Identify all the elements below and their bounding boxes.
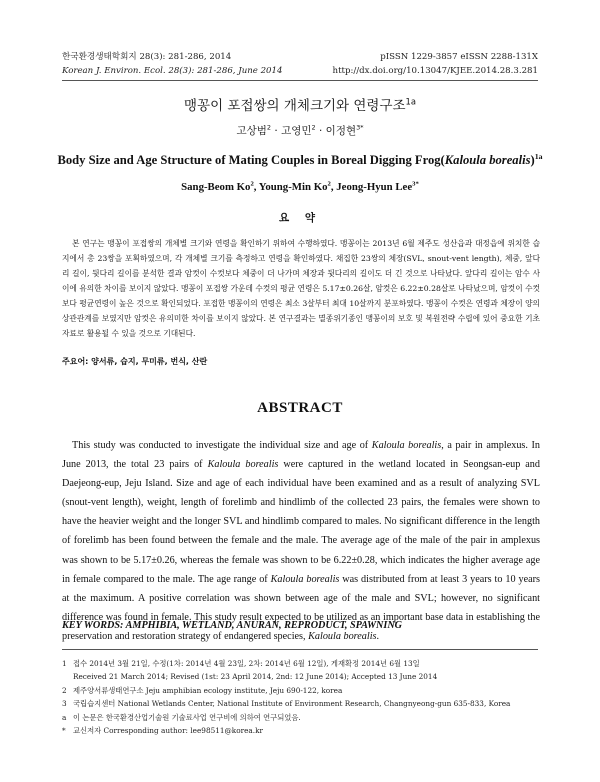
authors-en: Sang-Beom Ko$^2$, Young-Min Ko$^2$, Jeong-Hyun Lee$^{3*}$: [181, 180, 419, 193]
journal-citation: [62, 50, 282, 78]
title-kr: 맹꽁이 포접쌍의 개체크기와 연령구조$^{1a}$: [184, 96, 416, 114]
footnote-mark: 3: [62, 699, 67, 709]
abstract-text-segment: were captured in the wetland located in Seongsan-eup and Daejeong-eup, Jeju Island. Size and age of each individual have been examined and as a result of analyzing SVL (snout-vent length), weight, length of forelimb and hindlimb of the collected 23 pairs, the females were shown to have the heavier weight and the longer SVL and hindlimb compared to males. No significant difference in the length of forelimb has been found between the female and the male. The average age of the male of the pair in amplexus was shown to be 5.17±0.26, whereas the female was shown to be 6.22±0.28, which indicates the higher average age in female compared to the male. The age range of: [62, 459, 540, 585]
abstract-en-heading: ABSTRACT: [257, 400, 343, 416]
species-name: Kaloula borealis: [270, 573, 340, 585]
journal-citation-en: Korean J. Environ. Ecol. 28(3): 281-286, June 2014: [62, 66, 283, 76]
abstract-text-segment: .: [376, 630, 380, 642]
journal-citation-kr: 한국환경생태학회지 28(3): 281-286, 2014: [62, 52, 232, 62]
footnote-mark: *: [62, 726, 66, 736]
issn: pISSN 1229-3857 eISSN 2288-131X: [380, 52, 538, 62]
authors-kr: 고상범$^2$ · 고영민$^2$ · 이정현$^{3*}$: [236, 123, 364, 137]
footnote-line: [62, 670, 540, 683]
footnote-mark: a: [62, 712, 67, 722]
footnote-text: 교신저자 Corresponding author: lee98511@korea.kr: [73, 726, 264, 736]
footnote-text: 이 논문은 한국환경산업기술원 기술료사업 연구비에 의하여 연구되었음.: [73, 712, 301, 722]
keywords-en: KEY WORDS: AMPHIBIA, WETLAND, ANURAN, REPRODUCT, SPAWNING: [62, 620, 403, 631]
abstract-text-segment: , a pair in amplexus. In June 2013, the total 23 pairs of: [62, 440, 540, 471]
title-en: Body Size and Age Structure of Mating Couples in Boreal Digging Frog(Kaloula borealis)$^{1a}$: [57, 151, 543, 167]
species-name: Kaloula borealis: [308, 630, 377, 642]
doi-link[interactable]: http://dx.doi.org/10.13047/KJEE.2014.28.3.281: [332, 66, 538, 76]
abstract-kr-body: 본 연구는 맹꽁이 포접쌍의 개체별 크기와 연령을 확인하기 위하여 수행하였다. 맹꽁이는 2013년 6월 제주도 성산읍과 대정읍에 위치한 습지에서 총 23쌍을 포획하였으며, 각 개체별 크기를 측정하고 연령을 확인하였다. 채집한 23쌍의 체장(SVL, snout-vent length), 체중, 앞다리 길이, 뒷다리 길이를 분석한 결과 암컷이 수컷보다 체중이 더 나가며 체장과 뒷다리의 길이도 더 긴 것으로 나타났다. 앞다리 길이는 암수 사이에 유의한 차이를 보이지 않았다. 맹꽁이 포접쌍 가운데 수컷의 평균 연령은 5.17±0.26살, 암컷은 6.22±0.28살로 나타났으며, 암컷이 수컷보다 평균연령이 높은 것으로 확인되었다. 포접한 맹꽁이의 연령은 최소 3살부터 최대 10살까지 분포하였다. 맹꽁이 수컷은 연령과 체장이 양의 상관관계를 보였지만 암컷은 유의미한 차이를 보이지 않았다. 본 연구결과는 멸종위기종인 맹꽁이의 보호 및 복원전략 수립에 있어 중요한 기초자료로 활용될 수 있을 것으로 기대된다.: [62, 239, 540, 338]
abstract-kr-heading: 요 약: [279, 212, 321, 224]
keywords-kr: 주요어: 양서류, 습지, 무미류, 번식, 산란: [62, 357, 208, 366]
footnote-text: 접수 2014년 3월 21일, 수정(1차: 2014년 4월 23일, 2차: 2014년 6월 12일), 게재확정 2014년 6월 13일: [73, 659, 420, 668]
species-name: Kaloula borealis: [207, 459, 279, 471]
footnote-mark: 2: [62, 685, 67, 695]
footnote-mark: 1: [62, 659, 67, 668]
footnote-line: [62, 724, 540, 737]
footnote-text: 국립습지센터 National Wetlands Center, National Institute of Environment Research, Changnyeong-gun 635-833, Korea: [73, 699, 511, 709]
header-rule: [62, 80, 538, 81]
footnote-line: [62, 711, 540, 724]
footnote-line: [62, 697, 540, 710]
abstract-text-segment: was distributed from at least 3 years to 10 years at the maximum. A positive correlation was shown between age of the male and SVL; however, no significant difference was found in female. This study result expected to be utilized as an important base data in establishing the preservation and restoration strategy of endangered species,: [62, 573, 540, 642]
footnote-rule: [62, 649, 538, 650]
footnotes: [62, 657, 540, 737]
article-identifiers: [333, 50, 538, 78]
footnote-line: [62, 684, 540, 697]
abstract-text-segment: This study was conducted to investigate the individual size and age of: [72, 440, 372, 451]
species-name: Kaloula borealis: [371, 440, 442, 451]
footnote-text: 제주양서류생태연구소 Jeju amphibian ecology institute, Jeju 690-122, korea: [73, 685, 343, 695]
abstract-en-body: [62, 436, 540, 646]
footnote-text: Received 21 March 2014; Revised (1st: 23 April 2014, 2nd: 12 June 2014); Accepted 13 June 2014: [73, 672, 438, 682]
footnote-line: [62, 657, 540, 670]
